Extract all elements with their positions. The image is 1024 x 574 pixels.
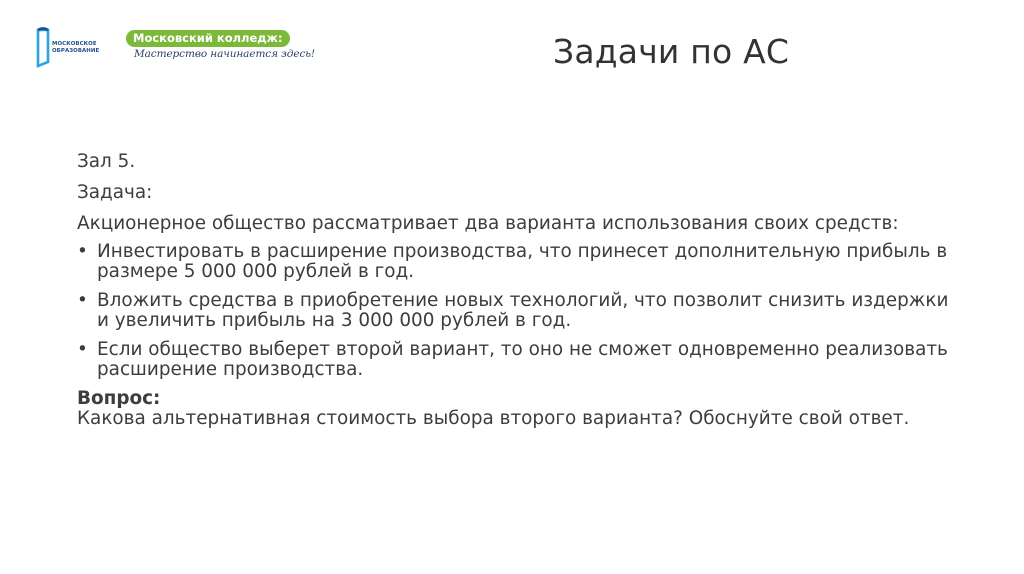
bullet-icon: • (77, 290, 88, 311)
bullet-icon: • (77, 339, 88, 360)
list-item-text: Вложить средства в приобретение новых технологий, что позволит снизить издержки и увеличить прибыль на 3 000 000 рублей в год. (97, 290, 949, 331)
list-item (77, 242, 957, 282)
logo-line-2: ОБРАЗОВАНИЕ (52, 48, 100, 54)
slide-title: Задачи по АС (553, 32, 790, 71)
list-item-text: Инвестировать в расширение производства, что принесет дополнительную прибыль в размере 5 000 000 рублей в год. (97, 241, 948, 282)
slide-content (77, 152, 957, 429)
list-item (77, 291, 957, 331)
task-label: Задача: (77, 182, 153, 203)
moscow-education-logo (34, 26, 100, 72)
logo-line-1: МОСКОВСКОЕ (52, 41, 97, 47)
options-list (77, 242, 957, 380)
question-block (77, 389, 957, 429)
task-intro: Акционерное общество рассматривает два варианта использования своих средств: (77, 213, 899, 234)
list-item-text: Если общество выберет второй вариант, то оно не сможет одновременно реализовать расширение производства. (97, 339, 948, 380)
list-item (77, 340, 957, 380)
college-name: Московский колледж: (126, 30, 290, 47)
college-slogan: Мастерство начинается здесь! (134, 48, 315, 60)
moscow-education-logo-text (52, 41, 102, 55)
moscow-college-logo (126, 30, 315, 64)
question-label: Вопрос: (77, 388, 161, 409)
hall-label: Зал 5. (77, 151, 136, 172)
question-text: Какова альтернативная стоимость выбора второго варианта? Обоснуйте свой ответ. (77, 408, 910, 429)
bullet-icon: • (77, 241, 88, 262)
